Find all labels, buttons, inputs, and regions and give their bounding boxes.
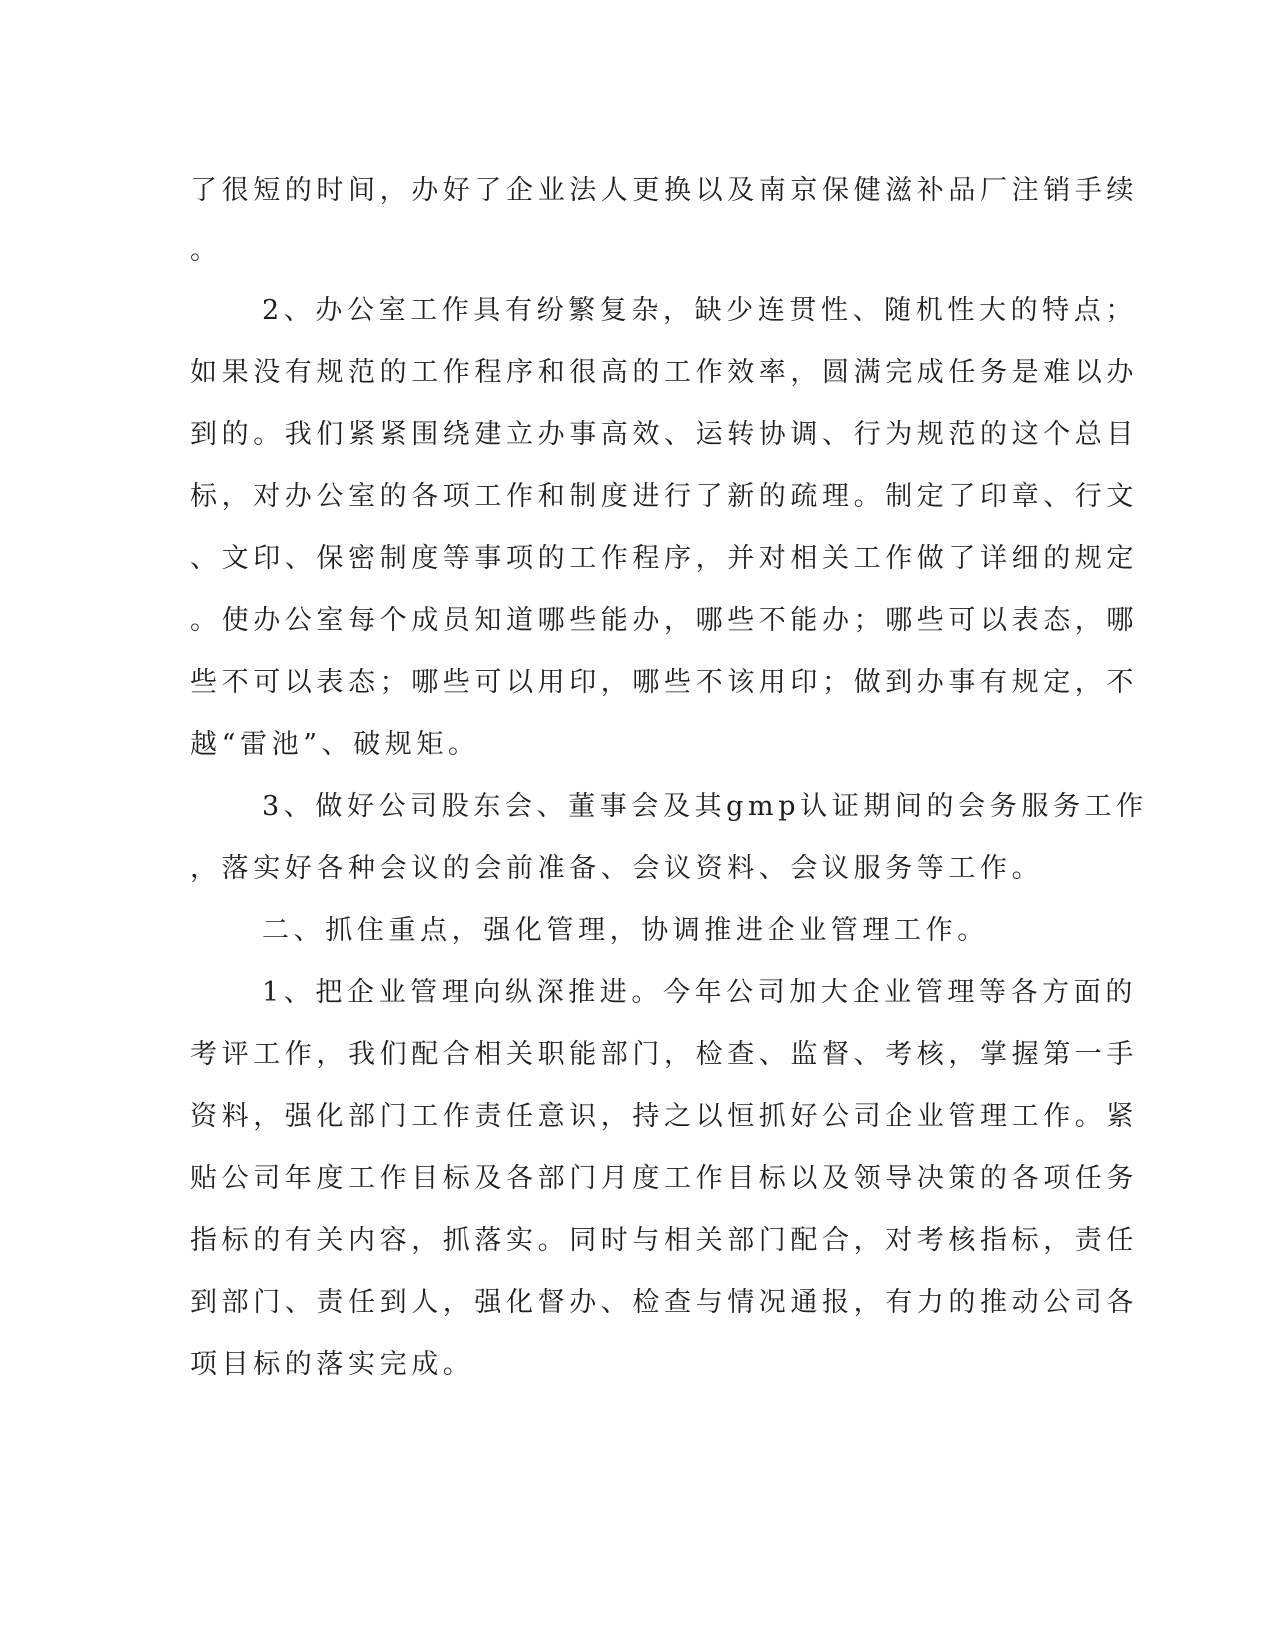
text-line: 如果没有规范的工作程序和很高的工作效率，圆满完成任务是难以办 [190,357,1138,388]
paragraph-start-line: 2、办公室工作具有纷繁复杂，缺少连贯性、随机性大的特点； [262,295,1137,326]
text-line: ，落实好各种会议的会前准备、会议资料、会议服务等工作。 [190,853,1044,884]
text-line: 越“雷池”、破规矩。 [190,729,480,760]
text-line: 到的。我们紧紧围绕建立办事高效、运转协调、行为规范的这个总目 [190,419,1138,450]
text-line: 标，对办公室的各项工作和制度进行了新的疏理。制定了印章、行文 [190,481,1138,512]
text-line: 到部门、责任到人，强化督办、检查与情况通报，有力的推动公司各 [190,1287,1138,1318]
paragraph-start-line: 3、做好公司股东会、董事会及其gmp认证期间的会务服务工作 [262,791,1148,822]
text-line: 。 [190,235,222,266]
text-line: 指标的有关内容，抓落实。同时与相关部门配合，对考核指标，责任 [190,1225,1138,1256]
text-line: 了很短的时间，办好了企业法人更换以及南京保健滋补品厂注销手续 [190,175,1138,206]
section-heading: 二、抓住重点，强化管理，协调推进企业管理工作。 [262,915,989,946]
text-line: 考评工作，我们配合相关职能部门，检查、监督、考核，掌握第一手 [190,1039,1138,1070]
text-line: 、文印、保密制度等事项的工作程序，并对相关工作做了详细的规定 [190,543,1138,574]
text-line: 项目标的落实完成。 [190,1349,475,1380]
text-line: 资料，强化部门工作责任意识，持之以恒抓好公司企业管理工作。紧 [190,1101,1138,1132]
paragraph-start-line: 1、把企业管理向纵深推进。今年公司加大企业管理等各方面的 [262,977,1137,1008]
text-line: 贴公司年度工作目标及各部门月度工作目标以及领导决策的各项任务 [190,1163,1138,1194]
document-body [190,160,1148,1396]
text-line: 些不可以表态；哪些可以用印，哪些不该用印；做到办事有规定，不 [190,667,1138,698]
text-line: 。使办公室每个成员知道哪些能办，哪些不能办；哪些可以表态，哪 [190,605,1138,636]
